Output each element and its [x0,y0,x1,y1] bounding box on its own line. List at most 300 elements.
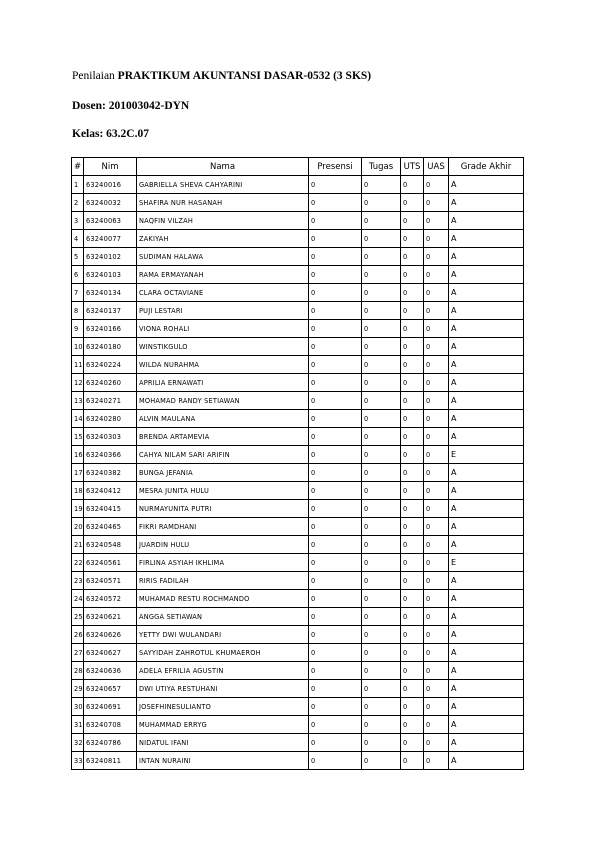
cell-number: 9 [72,320,84,338]
cell-uas: 0 [424,626,449,644]
cell-nama: CAHYA NILAM SARI ARIFIN [137,446,309,464]
table-row [72,536,524,554]
cell-nama: ZAKIYAH [137,230,309,248]
cell-presensi: 0 [309,212,362,230]
cell-number: 33 [72,752,84,770]
cell-grade: A [449,338,524,356]
cell-grade: A [449,212,524,230]
cell-uas: 0 [424,284,449,302]
cell-number: 29 [72,680,84,698]
cell-grade: A [449,518,524,536]
cell-presensi: 0 [309,554,362,572]
cell-uts: 0 [401,248,424,266]
cell-tugas: 0 [362,734,401,752]
cell-uts: 0 [401,680,424,698]
cell-presensi: 0 [309,230,362,248]
cell-nama: MUHAMMAD ERRYG [137,716,309,734]
cell-tugas: 0 [362,248,401,266]
cell-nama: WINSTIKGULO [137,338,309,356]
cell-number: 15 [72,428,84,446]
cell-number: 24 [72,590,84,608]
table-row [72,662,524,680]
cell-tugas: 0 [362,284,401,302]
cell-uts: 0 [401,428,424,446]
table-row [72,338,524,356]
cell-nim: 63240621 [84,608,137,626]
cell-grade: A [449,644,524,662]
cell-presensi: 0 [309,644,362,662]
cell-uts: 0 [401,554,424,572]
cell-grade: A [449,302,524,320]
cell-number: 25 [72,608,84,626]
cell-nama: MOHAMAD RANDY SETIAWAN [137,392,309,410]
cell-uts: 0 [401,320,424,338]
cell-tugas: 0 [362,644,401,662]
cell-uts: 0 [401,734,424,752]
cell-presensi: 0 [309,410,362,428]
cell-nim: 63240102 [84,248,137,266]
cell-nama: VIONA ROHALI [137,320,309,338]
cell-presensi: 0 [309,176,362,194]
col-header-nim: Nim [84,158,137,176]
cell-grade: A [449,374,524,392]
cell-tugas: 0 [362,392,401,410]
cell-nim: 63240016 [84,176,137,194]
cell-nama: SHAFIRA NUR HASANAH [137,194,309,212]
cell-number: 14 [72,410,84,428]
class-line: Kelas: 63.2C.07 [72,128,149,140]
cell-grade: A [449,716,524,734]
cell-uas: 0 [424,644,449,662]
title-prefix: Penilaian [72,70,115,82]
cell-presensi: 0 [309,194,362,212]
cell-uas: 0 [424,554,449,572]
cell-uas: 0 [424,446,449,464]
lecturer-line: Dosen: 201003042-DYN [72,100,190,112]
cell-nim: 63240626 [84,626,137,644]
cell-nim: 63240415 [84,500,137,518]
cell-uts: 0 [401,644,424,662]
cell-presensi: 0 [309,680,362,698]
cell-grade: A [449,680,524,698]
cell-nim: 63240280 [84,410,137,428]
cell-uas: 0 [424,338,449,356]
cell-uts: 0 [401,356,424,374]
cell-uts: 0 [401,284,424,302]
cell-grade: A [449,176,524,194]
cell-uts: 0 [401,500,424,518]
table-row [72,410,524,428]
table-row [72,716,524,734]
cell-uts: 0 [401,374,424,392]
cell-uts: 0 [401,590,424,608]
cell-uas: 0 [424,212,449,230]
cell-number: 3 [72,212,84,230]
table-row [72,734,524,752]
cell-grade: A [449,320,524,338]
cell-nama: BRENDA ARTAMEVIA [137,428,309,446]
cell-uas: 0 [424,662,449,680]
table-row [72,194,524,212]
cell-grade: A [449,284,524,302]
cell-nim: 63240786 [84,734,137,752]
table-row [72,752,524,770]
cell-nama: INTAN NURAINI [137,752,309,770]
cell-tugas: 0 [362,500,401,518]
cell-nim: 63240166 [84,320,137,338]
cell-uts: 0 [401,446,424,464]
cell-tugas: 0 [362,446,401,464]
cell-number: 11 [72,356,84,374]
cell-number: 17 [72,464,84,482]
cell-uts: 0 [401,536,424,554]
cell-nim: 63240063 [84,212,137,230]
grades-table [71,157,524,770]
table-row [72,626,524,644]
cell-nama: MESRA JUNITA HULU [137,482,309,500]
table-row [72,248,524,266]
cell-uts: 0 [401,212,424,230]
cell-presensi: 0 [309,662,362,680]
cell-grade: A [449,626,524,644]
cell-nama: MUHAMAD RESTU ROCHMANDO [137,590,309,608]
cell-presensi: 0 [309,302,362,320]
cell-presensi: 0 [309,266,362,284]
cell-number: 32 [72,734,84,752]
cell-uas: 0 [424,374,449,392]
cell-uts: 0 [401,518,424,536]
cell-grade: A [449,698,524,716]
table-row [72,212,524,230]
cell-uas: 0 [424,428,449,446]
cell-presensi: 0 [309,284,362,302]
cell-nim: 63240224 [84,356,137,374]
col-header-uts: UTS [401,158,424,176]
cell-uts: 0 [401,698,424,716]
cell-uas: 0 [424,302,449,320]
cell-uts: 0 [401,410,424,428]
table-row [72,572,524,590]
table-row [72,356,524,374]
cell-tugas: 0 [362,590,401,608]
cell-presensi: 0 [309,590,362,608]
cell-nim: 63240691 [84,698,137,716]
table-header [72,158,524,176]
cell-nama: ADELA EFRILIA AGUSTIN [137,662,309,680]
cell-number: 18 [72,482,84,500]
cell-uas: 0 [424,392,449,410]
cell-presensi: 0 [309,572,362,590]
cell-nim: 63240271 [84,392,137,410]
cell-number: 28 [72,662,84,680]
cell-uas: 0 [424,482,449,500]
cell-grade: A [449,464,524,482]
cell-number: 7 [72,284,84,302]
cell-nama: SUDIMAN HALAWA [137,248,309,266]
cell-nama: WILDA NURAHMA [137,356,309,374]
cell-number: 22 [72,554,84,572]
cell-nama: YETTY DWI WULANDARI [137,626,309,644]
cell-uas: 0 [424,356,449,374]
course-title [72,70,371,82]
cell-presensi: 0 [309,608,362,626]
cell-presensi: 0 [309,626,362,644]
header-row [72,158,524,176]
cell-uas: 0 [424,536,449,554]
cell-nama: FIRLINA ASYIAH IKHLIMA [137,554,309,572]
cell-nama: GABRIELLA SHEVA CAHYARINI [137,176,309,194]
cell-grade: A [449,536,524,554]
cell-nim: 63240636 [84,662,137,680]
cell-uts: 0 [401,230,424,248]
cell-nim: 63240548 [84,536,137,554]
cell-uts: 0 [401,176,424,194]
cell-tugas: 0 [362,608,401,626]
cell-number: 5 [72,248,84,266]
cell-number: 27 [72,644,84,662]
cell-tugas: 0 [362,212,401,230]
cell-number: 8 [72,302,84,320]
cell-nim: 63240303 [84,428,137,446]
cell-tugas: 0 [362,482,401,500]
cell-tugas: 0 [362,716,401,734]
cell-grade: E [449,446,524,464]
cell-number: 21 [72,536,84,554]
cell-number: 30 [72,698,84,716]
table-row [72,392,524,410]
cell-tugas: 0 [362,176,401,194]
cell-presensi: 0 [309,374,362,392]
cell-uts: 0 [401,392,424,410]
cell-uas: 0 [424,320,449,338]
cell-uas: 0 [424,500,449,518]
cell-presensi: 0 [309,752,362,770]
table-row [72,644,524,662]
cell-uts: 0 [401,302,424,320]
table-row [72,374,524,392]
cell-grade: A [449,392,524,410]
table-row [72,554,524,572]
cell-uas: 0 [424,590,449,608]
cell-nama: JUARDIN HULU [137,536,309,554]
cell-nama: RIRIS FADILAH [137,572,309,590]
cell-tugas: 0 [362,698,401,716]
cell-uas: 0 [424,608,449,626]
cell-nama: RAMA ERMAYANAH [137,266,309,284]
cell-presensi: 0 [309,428,362,446]
cell-nim: 63240465 [84,518,137,536]
cell-number: 31 [72,716,84,734]
table-row [72,320,524,338]
cell-grade: A [449,734,524,752]
cell-uts: 0 [401,464,424,482]
cell-tugas: 0 [362,410,401,428]
cell-number: 2 [72,194,84,212]
cell-uts: 0 [401,482,424,500]
cell-nim: 63240657 [84,680,137,698]
cell-tugas: 0 [362,194,401,212]
cell-uas: 0 [424,734,449,752]
cell-presensi: 0 [309,698,362,716]
cell-tugas: 0 [362,356,401,374]
cell-number: 19 [72,500,84,518]
cell-tugas: 0 [362,536,401,554]
cell-uas: 0 [424,194,449,212]
cell-uas: 0 [424,572,449,590]
cell-nim: 63240137 [84,302,137,320]
cell-nama: CLARA OCTAVIANE [137,284,309,302]
cell-tugas: 0 [362,230,401,248]
cell-uas: 0 [424,752,449,770]
cell-presensi: 0 [309,356,362,374]
cell-tugas: 0 [362,266,401,284]
cell-grade: A [449,194,524,212]
cell-nim: 63240412 [84,482,137,500]
cell-uas: 0 [424,176,449,194]
table-row [72,284,524,302]
cell-grade: A [449,248,524,266]
cell-nama: BUNGA JEFANIA [137,464,309,482]
cell-uts: 0 [401,626,424,644]
cell-nim: 63240571 [84,572,137,590]
cell-grade: A [449,662,524,680]
cell-uas: 0 [424,266,449,284]
cell-uts: 0 [401,716,424,734]
cell-presensi: 0 [309,734,362,752]
table-row [72,266,524,284]
cell-grade: A [449,428,524,446]
cell-number: 4 [72,230,84,248]
col-header-grade: Grade Akhir [449,158,524,176]
cell-nama: ANGGA SETIAWAN [137,608,309,626]
cell-tugas: 0 [362,626,401,644]
cell-presensi: 0 [309,446,362,464]
cell-nim: 63240811 [84,752,137,770]
cell-presensi: 0 [309,338,362,356]
col-header-tugas: Tugas [362,158,401,176]
cell-uas: 0 [424,230,449,248]
cell-number: 20 [72,518,84,536]
cell-tugas: 0 [362,572,401,590]
table-body [72,176,524,770]
cell-grade: A [449,752,524,770]
table-row [72,464,524,482]
cell-uts: 0 [401,266,424,284]
table-row [72,518,524,536]
cell-tugas: 0 [362,662,401,680]
col-header-nama: Nama [137,158,309,176]
cell-presensi: 0 [309,716,362,734]
cell-uts: 0 [401,608,424,626]
cell-grade: A [449,590,524,608]
cell-presensi: 0 [309,464,362,482]
cell-tugas: 0 [362,680,401,698]
table-row [72,482,524,500]
cell-uts: 0 [401,662,424,680]
cell-number: 13 [72,392,84,410]
cell-nama: ALVIN MAULANA [137,410,309,428]
cell-tugas: 0 [362,554,401,572]
cell-uas: 0 [424,680,449,698]
table-row [72,500,524,518]
cell-presensi: 0 [309,392,362,410]
cell-tugas: 0 [362,428,401,446]
cell-presensi: 0 [309,482,362,500]
cell-nama: NIDATUL IFANI [137,734,309,752]
cell-presensi: 0 [309,536,362,554]
cell-number: 26 [72,626,84,644]
cell-number: 12 [72,374,84,392]
cell-presensi: 0 [309,320,362,338]
cell-grade: A [449,410,524,428]
cell-presensi: 0 [309,518,362,536]
cell-uas: 0 [424,464,449,482]
cell-grade: E [449,554,524,572]
table-row [72,590,524,608]
cell-number: 16 [72,446,84,464]
cell-uts: 0 [401,338,424,356]
cell-nim: 63240366 [84,446,137,464]
cell-grade: A [449,500,524,518]
cell-tugas: 0 [362,518,401,536]
cell-nim: 63240260 [84,374,137,392]
cell-nim: 63240708 [84,716,137,734]
cell-tugas: 0 [362,464,401,482]
table-row [72,680,524,698]
cell-nama: NURMAYUNITA PUTRI [137,500,309,518]
cell-nama: NAQFIN VILZAH [137,212,309,230]
cell-nim: 63240077 [84,230,137,248]
cell-nim: 63240572 [84,590,137,608]
cell-nim: 63240032 [84,194,137,212]
cell-nim: 63240134 [84,284,137,302]
cell-uts: 0 [401,194,424,212]
table-row [72,302,524,320]
cell-grade: A [449,266,524,284]
cell-grade: A [449,608,524,626]
cell-uas: 0 [424,698,449,716]
table-row [72,446,524,464]
table-row [72,698,524,716]
cell-tugas: 0 [362,320,401,338]
cell-tugas: 0 [362,752,401,770]
table-row [72,428,524,446]
cell-nama: FIKRI RAMDHANI [137,518,309,536]
cell-nim: 63240627 [84,644,137,662]
cell-tugas: 0 [362,374,401,392]
cell-tugas: 0 [362,302,401,320]
cell-nim: 63240180 [84,338,137,356]
table-row [72,230,524,248]
cell-tugas: 0 [362,338,401,356]
cell-grade: A [449,356,524,374]
table-row [72,608,524,626]
table-row [72,176,524,194]
col-header-presensi: Presensi [309,158,362,176]
cell-grade: A [449,482,524,500]
col-header-uas: UAS [424,158,449,176]
cell-number: 1 [72,176,84,194]
cell-nama: SAYYIDAH ZAHROTUL KHUMAEROH [137,644,309,662]
cell-uas: 0 [424,410,449,428]
cell-uts: 0 [401,572,424,590]
cell-nim: 63240382 [84,464,137,482]
cell-nama: PUJI LESTARI [137,302,309,320]
cell-uas: 0 [424,248,449,266]
cell-nama: JOSEFHINESULIANTO [137,698,309,716]
cell-uts: 0 [401,752,424,770]
cell-uas: 0 [424,518,449,536]
